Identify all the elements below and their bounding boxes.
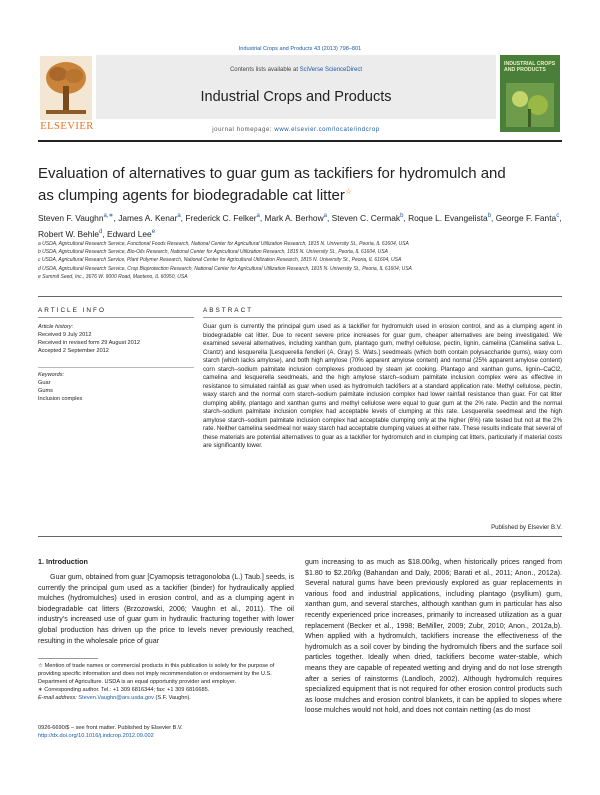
journal-cover-thumbnail <box>500 55 560 132</box>
author-separator: , <box>403 212 409 223</box>
email-link[interactable]: Steven.Vaughn@ars.usda.gov <box>78 695 154 701</box>
footnote-rule <box>38 658 98 659</box>
abstract-rule <box>203 317 562 318</box>
author-separator: , <box>326 212 332 223</box>
author-name[interactable]: Steven F. Vaughn <box>38 212 104 223</box>
abstract-end-rule <box>38 536 562 537</box>
received-date: Received 9 July 2012 <box>38 332 92 338</box>
history-label: Article history: <box>38 324 74 330</box>
footnotes <box>38 662 294 702</box>
affiliation-list <box>38 240 562 281</box>
keyword-item: Guar <box>38 380 51 386</box>
article-info <box>38 323 194 403</box>
author-list <box>38 209 562 241</box>
journal-title: Industrial Crops and Products <box>200 89 392 105</box>
author-affiliation-mark[interactable]: a <box>323 213 327 219</box>
keywords-label: Keywords: <box>38 372 65 378</box>
article-title-text: Evaluation of alternatives to guar gum as tackifiers for hydromulch and as clumping agents for biodegradable cat litter <box>38 165 506 204</box>
article-title <box>38 165 518 205</box>
issn-line: 0926-6690/$ – see front matter. Published by Elsevier B.V. <box>38 725 183 731</box>
author-separator: , <box>102 228 107 239</box>
author-name[interactable]: Robert W. Behle <box>38 228 99 239</box>
footnote-disclaimer: ☆ Mention of trade names or commercial products in this publication is solely for the purpose of providing specific information and does not imply recommendation or endorsement by the U.S. Department of Agriculture. USDA is an equal opportunity provider and employer. <box>38 663 275 685</box>
author-separator: , <box>491 212 496 223</box>
author-affiliation-mark[interactable]: a,∗ <box>103 213 114 219</box>
author-affiliation-mark[interactable]: b <box>487 213 492 219</box>
footnote-corresponding: ∗ Corresponding author. Tel.: +1 309 6816344; fax: +1 309 6816685. <box>38 687 210 693</box>
author-affiliation-mark[interactable]: b <box>400 213 404 219</box>
accepted-date: Accepted 2 September 2012 <box>38 348 109 354</box>
cover-plant-icon <box>506 83 554 127</box>
author-separator: , <box>180 212 186 223</box>
author-name[interactable]: Mark A. Berhow <box>264 212 324 223</box>
author-name[interactable]: Steven C. Cermak <box>331 212 401 223</box>
author-name[interactable]: Edward Lee <box>106 228 152 239</box>
author-affiliation-mark[interactable]: c <box>556 213 560 219</box>
journal-citation: Industrial Crops and Products 43 (2013) 798–801 <box>238 46 362 52</box>
email-label: E-mail address: <box>38 695 79 701</box>
revised-date: Received in revised form 29 August 2012 <box>38 340 140 346</box>
introduction-column-1: Guar gum, obtained from guar [Cyamopsis tetragonoloba (L.) Taub.] seeds, is currently the principal gum used as a tackifier (binder) for hydraulically applied mulches (hydromulches) used in erosion control, and as a clumping agent in biodegradable cat litters (Brzozowski, 2006; Vaughn et al., 2011). The oil industry's increased use of guar gum in hydraulic fracturing together with lower global production has driven up the price to levels never previously reached, resulting in the wholesale price of guar <box>38 573 294 645</box>
author-separator: , <box>559 212 562 223</box>
author-separator: , <box>259 212 265 223</box>
email-suffix: (S.F. Vaughn). <box>153 695 191 701</box>
journal-homepage <box>96 127 496 133</box>
footnote-email <box>38 694 294 702</box>
abstract-heading: ABSTRACT <box>203 307 254 314</box>
homepage-prefix: journal homepage: <box>212 127 275 133</box>
introduction-column-2: gum increasing to as much as $18.00/kg, when historically prices ranged from $1.80 to $2.20/kg (Bahandan and Daly, 2006; Barati et al., 2011; Anon., 2012a). Several natural gums have been previously explored as guar replacements in various food and industrial applications, including plantago (psyllium) gum, xanthan gum, and several starches, although xanthan gum in particular has also recently experienced price increases, primarily to increased utilization as a guar replacement (Becker et al., 1998; BeMiller, 2009; Zubr, 2010; Anon., 2012a,b). When applied with a hydromulch, tackifiers increase the effectiveness of the hydromulch as a soil cover by binding the hydromulch fibers and the surface soil particles together. Ideally when dried, tackifiers become water-stable, which means they are capable of repeated wetting and drying and do not lose strength after a series of rainstorms (Landloch, 2002). Although hydromulch requires specialized equipment that is not required for other erosion control products such as loose mulches and erosion control blankets, it can be applied to slopes where loose mulches would not hold, and does not contain netting (as do most <box>305 558 562 715</box>
elsevier-tree-logo <box>40 56 92 120</box>
contents-prefix: Contents lists available at <box>229 67 300 73</box>
affiliation-item: e Summit Seed, Inc., 3676 W. 9000 Road, Manteno, IL 60950, USA <box>38 273 188 280</box>
affiliation-item: a USDA, Agricultural Research Service, Functional Foods Research, National Center for Agricultural Utilization Research, 1815 N. University St., Peoria, IL 61604, USA <box>38 241 409 247</box>
introduction-heading: 1. Introduction <box>38 557 88 566</box>
affiliation-item: d USDA, Agricultural Research Service, Crop Bioprotection Research, National Center for Agricultural Utilization Research, 1815 N. University St., Peoria, IL 61604, USA <box>38 265 412 272</box>
keyword-item: Gums <box>38 388 53 394</box>
article-info-rule <box>38 317 194 318</box>
author-name[interactable]: George F. Fanta <box>495 212 557 223</box>
title-footnote-mark[interactable]: ☆ <box>344 187 353 196</box>
cover-title: INDUSTRIAL CROPS AND PRODUCTS <box>504 61 556 73</box>
affiliation-item: b USDA, Agricultural Research Service, Bio-Oils Research, National Center for Agricultural Utilization Research, 1815 N. University St., Peoria, IL 61604, USA <box>38 249 388 256</box>
keywords-rule <box>38 367 194 368</box>
author-affiliation-mark[interactable]: e <box>151 228 156 235</box>
author-affiliation-mark[interactable]: a <box>256 213 260 219</box>
journal-header-box <box>96 55 496 119</box>
bottom-matter <box>38 724 338 740</box>
affiliation-rule <box>38 296 562 297</box>
author-name[interactable]: James A. Kenar <box>118 212 178 223</box>
abstract-text: Guar gum is currently the principal gum used as a tackifier for hydromulch used in erosion control, and as a clumping agent in biodegradable cat litter. Due to recent severe price increases for guar gum, cheaper alternatives are being investigated. We examined several alternatives, including xanthan gum, plantago gum, methyl cellulose, pectin, lignin, camelina (Camelina sativa L. Crantz) and lesquerella [Lesquerella fendleri (A. Gray) S. Wats.] seedmeals (which both contain polysaccharide gums), waxy corn starch (which lacks amylose), and both high amylose (70% apparent amylose content) and normal (25% apparent amylose content) corn starch–sodium palmitate inclusion complexes produced by steam jet cooking. Plantago and xanthan gums, lignin–CaCl2, camelina and lesquerella seedmeals, and the high amylose starch–sodium palmitate inclusion complex were as effective in resistance to simulated rainfall as guar when used as hydromulch tackifiers at a standard application rate. Methyl cellulose, pectin, waxy starch and the normal corn starch–sodium palmitate inclusion complex had lower rainfall resistance than guar. For cat litter clumping ability, plantago and xanthan gums and methyl cellulose were equal to guar gum at the 2% rate. Pectin and the normal starch–sodium palmitate inclusion complex had acceptable levels of clumping at this rate. Lesquerella seedmeal and the high amylose starch–sodium palmitate inclusion complex had acceptable clumping only at the higher (6%) rate tested but not at the 2% rate. Neither camelina seedmeal nor waxy starch had acceptable clumping values at either rate. These results indicate that several of these materials are potential alternatives to guar as a tackifier for hydromulch and in clumping cat litters, particularly if material costs are significantly lower. <box>203 323 562 449</box>
elsevier-wordmark: ELSEVIER <box>40 121 94 132</box>
article-info-heading: ARTICLE INFO <box>38 307 106 314</box>
header-rule <box>38 140 562 142</box>
author-name[interactable]: Frederick C. Felker <box>185 212 257 223</box>
affiliation-item: c USDA, Agricultural Research Service, Plant Polymer Research, National Center for Agricultural Utilization Research, 1815 N. University St., Peoria, IL 61604, USA <box>38 257 402 264</box>
author-affiliation-mark[interactable]: a <box>177 213 181 219</box>
publisher-note: Published by Elsevier B.V. <box>491 524 562 531</box>
author-separator: , <box>113 212 119 223</box>
keyword-item: Inclusion complex <box>38 396 83 402</box>
doi-link[interactable]: http://dx.doi.org/10.1016/j.indcrop.2012.09.002 <box>38 733 154 739</box>
contents-available-line <box>96 67 496 73</box>
homepage-link[interactable]: www.elsevier.com/locate/indcrop <box>274 127 380 133</box>
author-name[interactable]: Roque L. Evangelista <box>408 212 488 223</box>
sciencedirect-link[interactable]: SciVerse ScienceDirect <box>299 67 363 73</box>
author-affiliation-mark[interactable]: d <box>98 228 103 235</box>
